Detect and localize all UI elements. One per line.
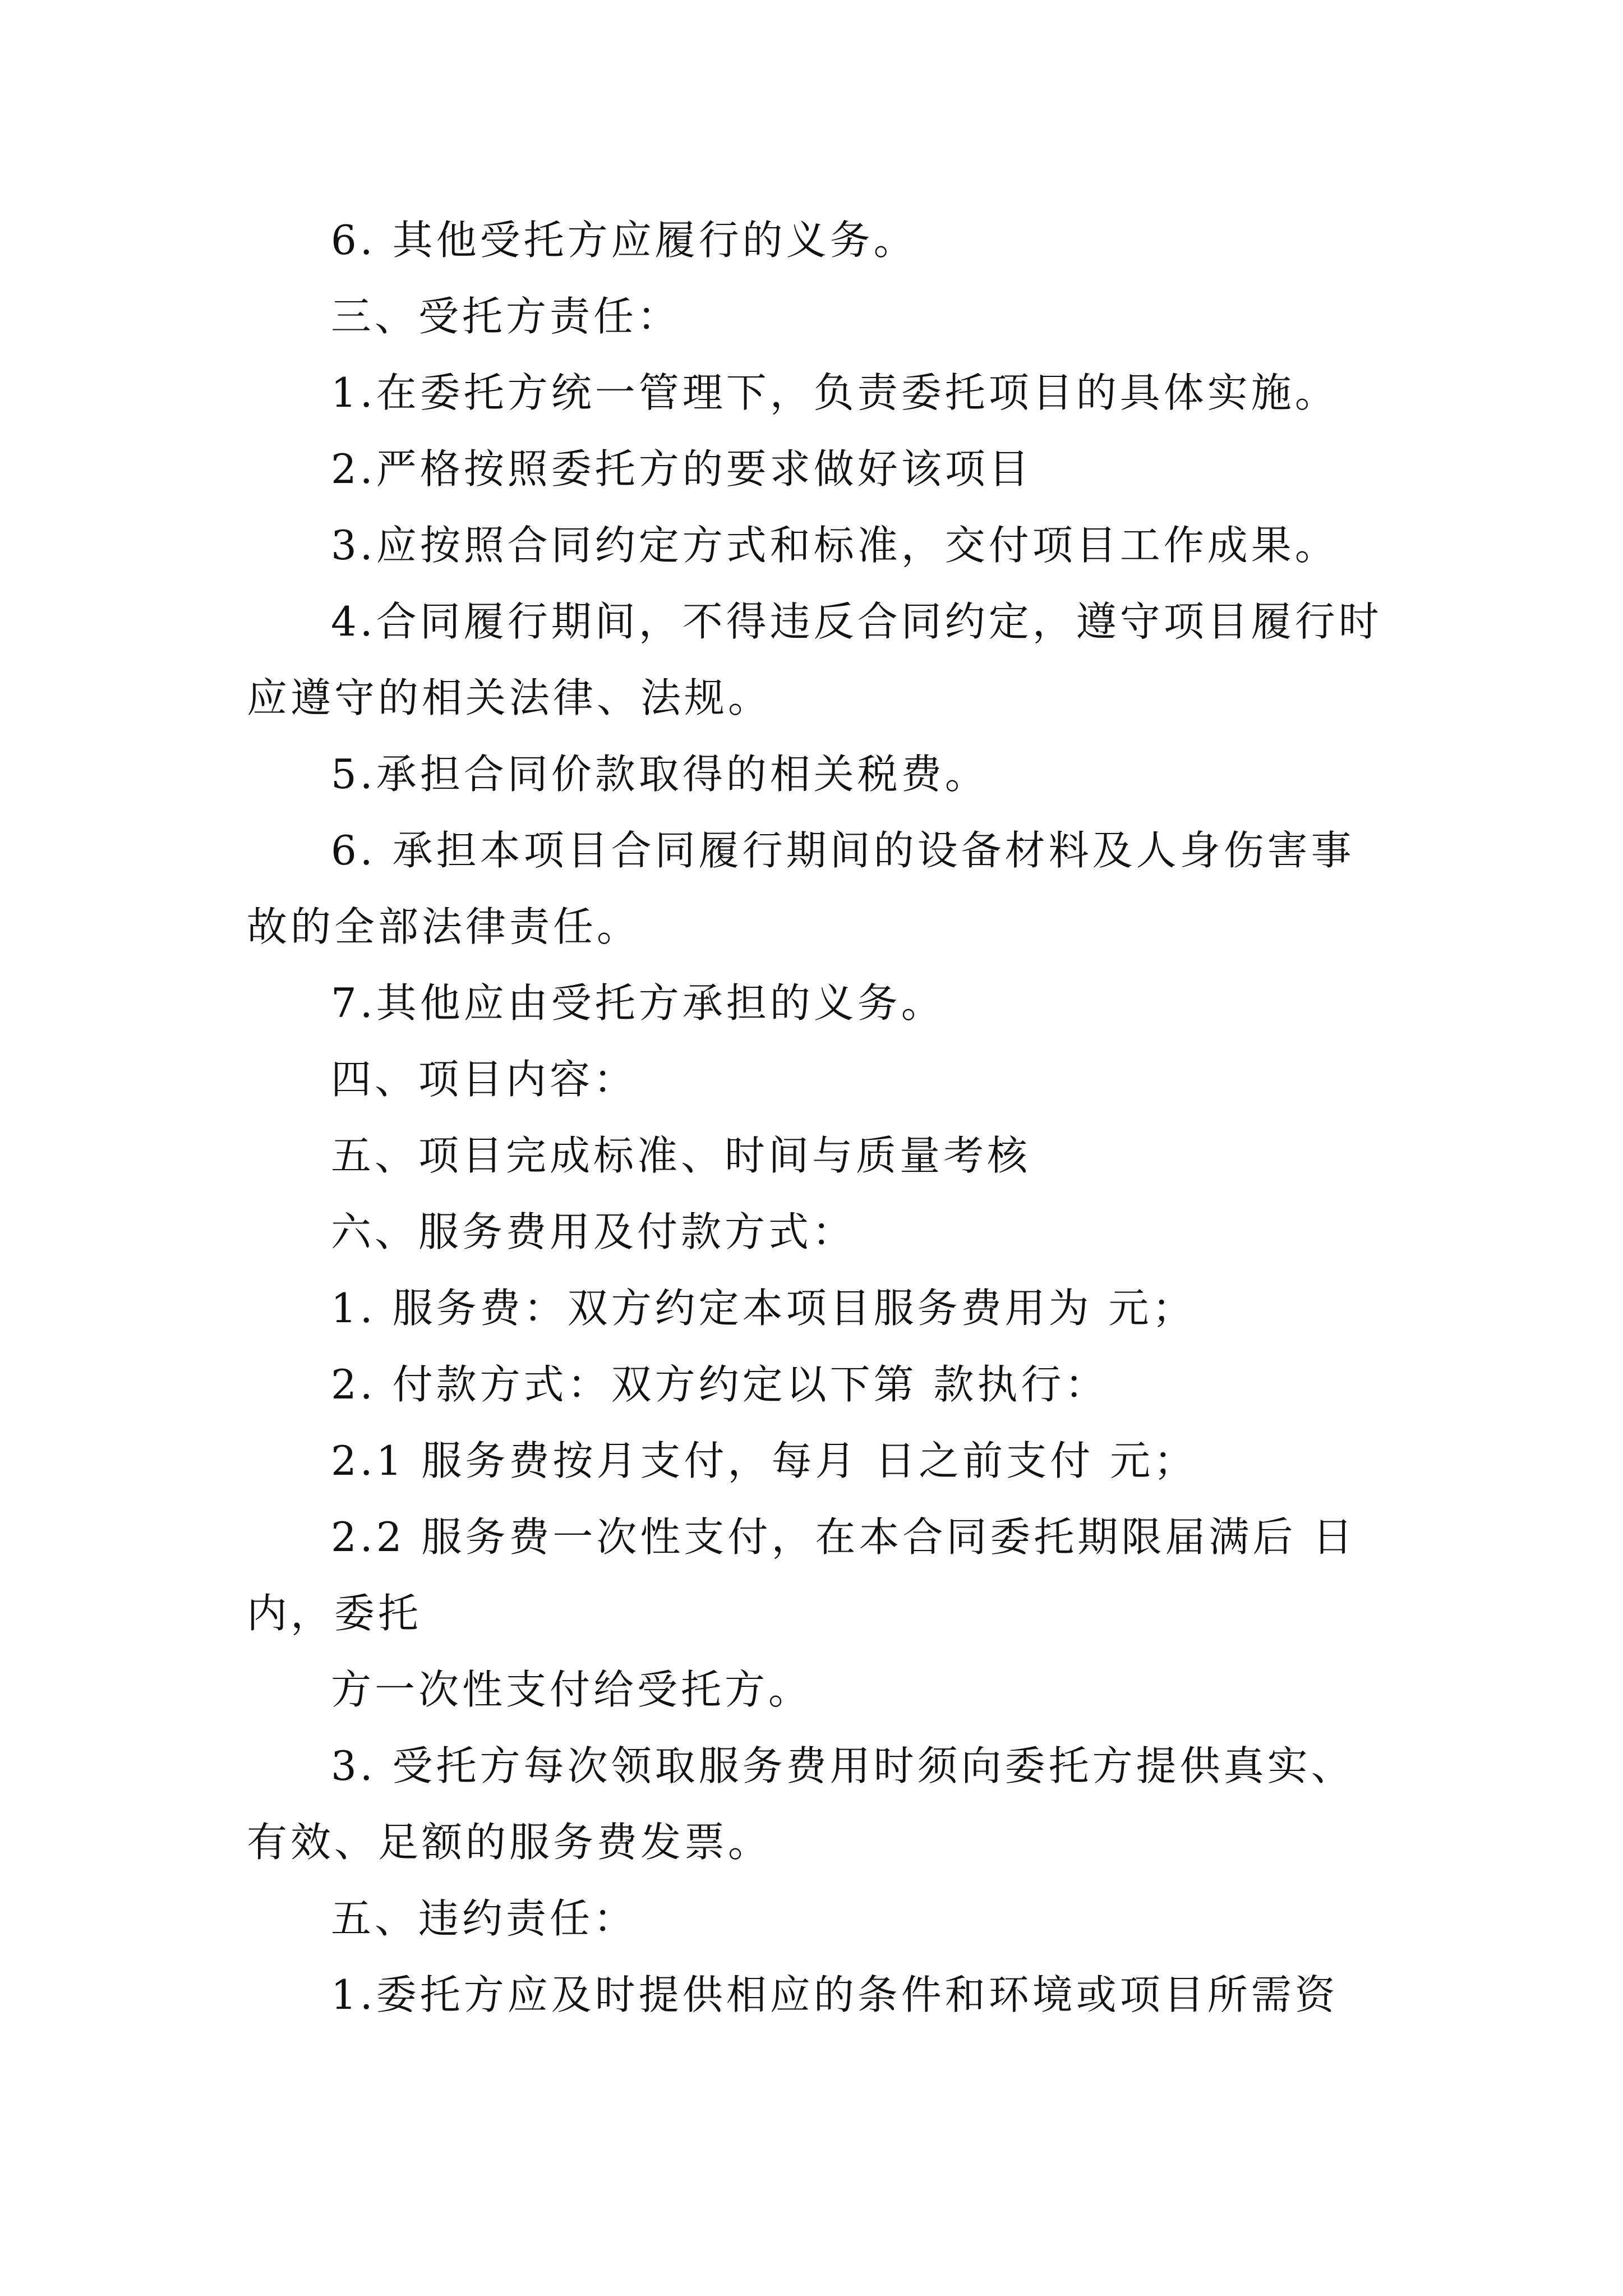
paragraph-line: 6. 其他受托方应履行的义务。 — [331, 217, 917, 264]
paragraph-line: 4.合同履行期间，不得违反合同约定，遵守项目履行时 — [331, 598, 1382, 645]
paragraph-line: 3. 受托方每次领取服务费用时须向委托方提供真实、 — [331, 1742, 1355, 1789]
paragraph-line: 2.2 服务费一次性支付，在本合同委托期限届满后 日 — [331, 1513, 1357, 1561]
paragraph-line: 内，委托 — [247, 1590, 422, 1637]
paragraph-line: 有效、足额的服务费发票。 — [247, 1819, 772, 1866]
section-heading: 四、项目内容： — [331, 1056, 638, 1103]
paragraph-line: 1.在委托方统一管理下，负责委托项目的具体实施。 — [331, 369, 1339, 416]
paragraph-line: 2.严格按照委托方的要求做好该项目 — [331, 445, 1032, 493]
paragraph-line: 1. 服务费：双方约定本项目服务费用为 元； — [331, 1285, 1196, 1332]
paragraph-line: 3.应按照合同约定方式和标准，交付项目工作成果。 — [331, 522, 1339, 569]
paragraph-line: 1.委托方应及时提供相应的条件和环境或项目所需资 — [331, 1971, 1339, 2018]
section-heading: 六、服务费用及付款方式： — [331, 1208, 856, 1255]
paragraph-line: 7.其他应由受托方承担的义务。 — [331, 979, 945, 1027]
document-body — [247, 202, 1385, 2033]
paragraph-line: 应遵守的相关法律、法规。 — [247, 674, 772, 721]
paragraph-line: 2.1 服务费按月支付，每月 日之前支付 元； — [331, 1437, 1198, 1484]
paragraph-line: 5.承担合同价款取得的相关税费。 — [331, 751, 989, 798]
paragraph-line: 方一次性支付给受托方。 — [331, 1666, 813, 1713]
paragraph-line: 6. 承担本项目合同履行期间的设备材料及人身伤害事 — [331, 827, 1355, 874]
paragraph-line: 故的全部法律责任。 — [247, 903, 641, 950]
section-heading: 三、受托方责任： — [331, 293, 681, 340]
paragraph-line: 2. 付款方式：双方约定以下第 款执行： — [331, 1361, 1109, 1408]
section-heading: 五、项目完成标准、时间与质量考核 — [331, 1132, 1031, 1179]
section-heading: 五、违约责任： — [331, 1895, 638, 1942]
